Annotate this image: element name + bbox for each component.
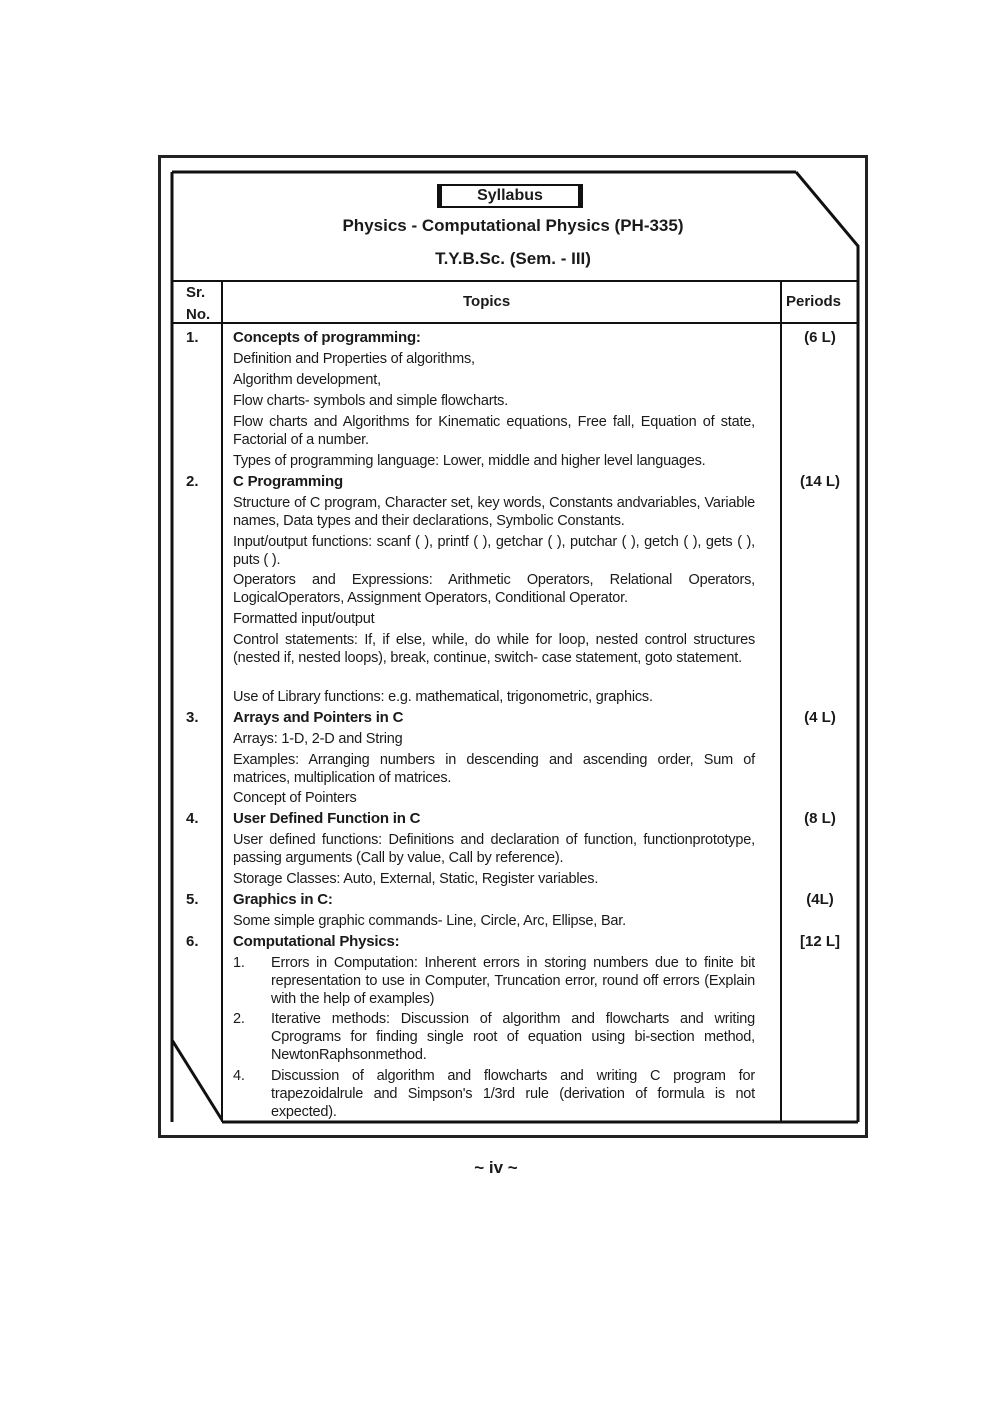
unit-periods: (6 L) <box>804 329 836 346</box>
unit-number: 5. <box>186 891 199 908</box>
topic-line: Formatted input/output <box>233 611 375 627</box>
col-header-periods: Periods <box>786 293 842 310</box>
col-header-topics: Topics <box>463 293 511 310</box>
topic-line: Concept of Pointers <box>233 790 357 806</box>
sub-item-text: Errors in Computation: Inherent errors in storing numbers due to finite bit representation to use in Computer, Truncation error, round off errors (Explain with the help of examples) <box>271 955 755 1007</box>
topic-line: Storage Classes: Auto, External, Static, Register variables. <box>233 871 599 887</box>
topic-line: Control statements: If, if else, while, do while for loop, nested control structures (nested if, nested loops), break, continue, switch- case statement, goto statement. <box>233 632 755 666</box>
unit-title: Arrays and Pointers in C <box>233 709 404 726</box>
unit-number: 1. <box>186 329 199 346</box>
topic-line: Structure of C program, Character set, key words, Constants andvariables, Variable names, Data types and their declarations, Symbolic Constants. <box>233 495 755 529</box>
sub-item-text: Iterative methods: Discussion of algorithm and flowcharts and writing Cprograms for finding single root of equation using bi-section method, NewtonRaphsonmethod. <box>271 1011 755 1063</box>
topic-line: Use of Library functions: e.g. mathematical, trigonometric, graphics. <box>233 689 653 705</box>
topic-line: Input/output functions: scanf ( ), printf ( ), getchar ( ), putchar ( ), getch ( ), gets ( ), puts ( ). <box>233 534 755 568</box>
unit-title: Computational Physics: <box>233 933 400 950</box>
unit-periods: (4L) <box>806 891 834 908</box>
topic-line: Operators and Expressions: Arithmetic Operators, Relational Operators, LogicalOperators, Assignment Operators, Conditional Operator. <box>233 572 755 606</box>
unit-title: C Programming <box>233 473 343 490</box>
unit-periods: (8 L) <box>804 810 836 827</box>
col-header-sr: Sr. <box>186 284 206 301</box>
sub-item-number: 4. <box>233 1068 245 1084</box>
unit-number: 3. <box>186 709 199 726</box>
topic-line: Types of programming language: Lower, middle and higher level languages. <box>233 453 706 469</box>
topic-line: Examples: Arranging numbers in descending and ascending order, Sum of matrices, multiplication of matrices. <box>233 752 755 786</box>
col-header-no: No. <box>186 306 211 323</box>
unit-title: Concepts of programming: <box>233 329 421 346</box>
topic-line: Some simple graphic commands- Line, Circle, Arc, Ellipse, Bar. <box>233 913 626 929</box>
unit-title: Graphics in C: <box>233 891 333 908</box>
topic-line: Arrays: 1-D, 2-D and String <box>233 731 403 747</box>
topic-line: Flow charts and Algorithms for Kinematic equations, Free fall, Equation of state, Factorial of a number. <box>233 414 755 448</box>
course-title: Physics - Computational Physics (PH-335) <box>342 216 684 235</box>
course-subtitle: T.Y.B.Sc. (Sem. - III) <box>435 249 591 268</box>
sub-item-text: Discussion of algorithm and flowcharts and writing C program for trapezoidalrule and Simpson's 1/3rd rule (derivation of formula is not expected). <box>271 1068 755 1120</box>
page-number: ~ iv ~ <box>474 1158 518 1177</box>
syllabus-badge: Syllabus <box>437 184 583 208</box>
topic-line: Definition and Properties of algorithms, <box>233 351 475 367</box>
sub-item-number: 2. <box>233 1011 245 1027</box>
unit-number: 6. <box>186 933 199 950</box>
topic-line: User defined functions: Definitions and declaration of function, functionprototype, passing arguments (Call by value, Call by reference). <box>233 832 755 866</box>
unit-number: 4. <box>186 810 199 827</box>
unit-number: 2. <box>186 473 199 490</box>
sub-item-number: 1. <box>233 955 245 971</box>
unit-periods: (4 L) <box>804 709 836 726</box>
unit-periods: [12 L] <box>799 933 840 950</box>
unit-periods: (14 L) <box>799 473 840 490</box>
topic-line: Algorithm development, <box>233 372 381 388</box>
topic-line: Flow charts- symbols and simple flowcharts. <box>233 393 509 409</box>
unit-title: User Defined Function in C <box>233 810 421 827</box>
